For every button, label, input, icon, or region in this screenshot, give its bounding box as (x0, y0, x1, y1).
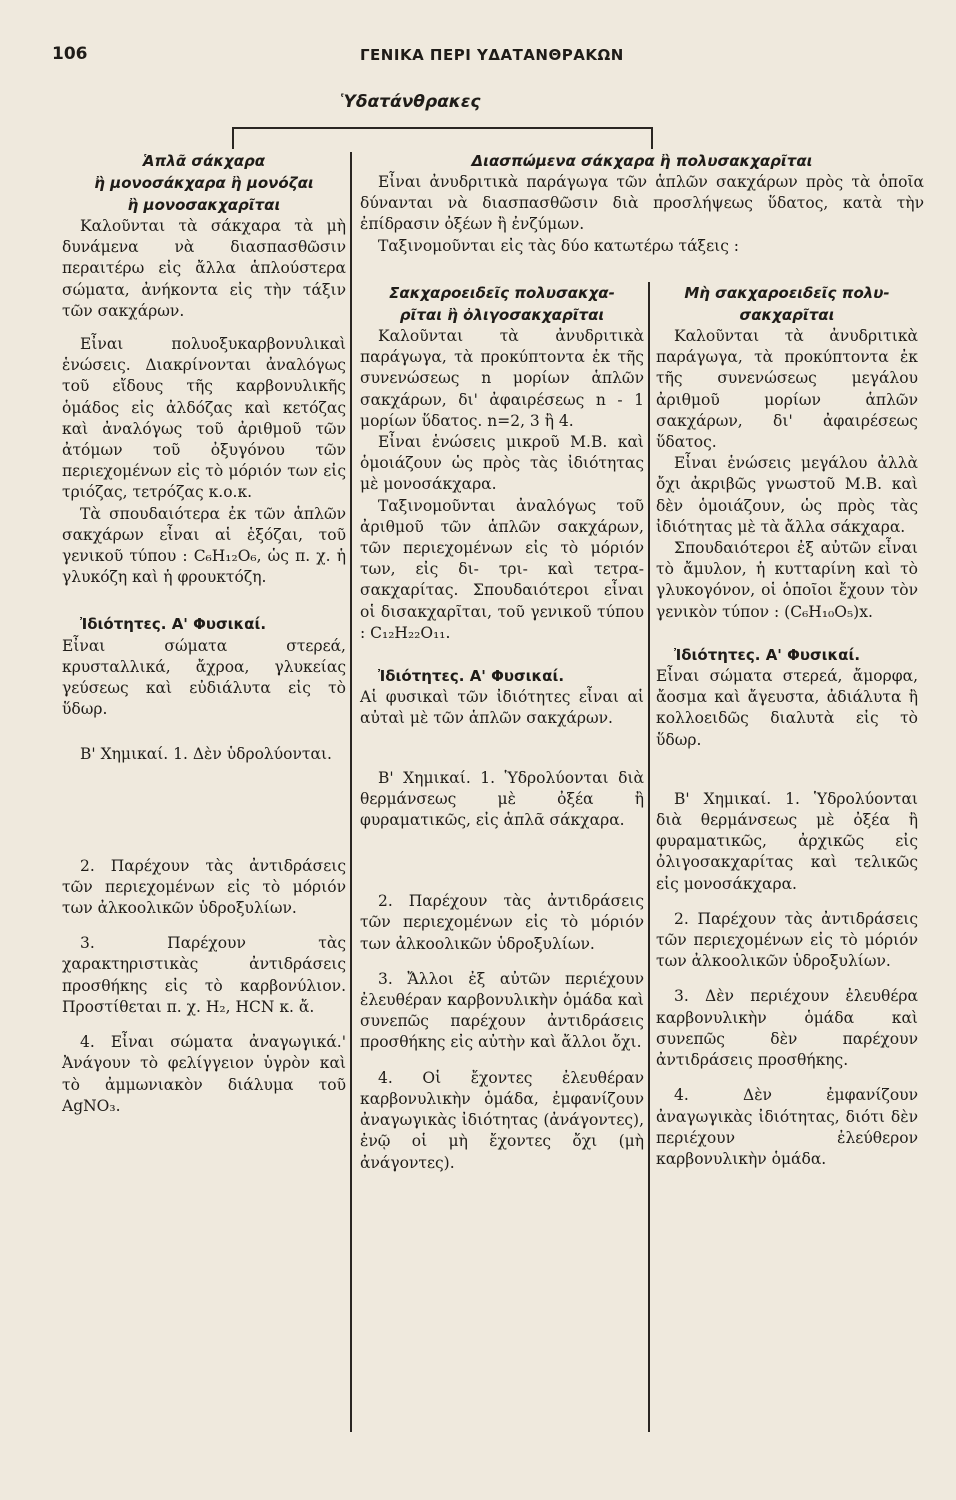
simple-chem-3: 3. Παρέχουν τὰς χαρακτηριστικὰς ἀντιδράσεις προσθήκης εἰς τὸ καρβονύλιον. Προστίθεται π. χ. H₂, HCN κ. ἄ. (62, 934, 346, 1016)
column-divider-right (648, 282, 650, 1432)
poly-props-heading: Ἰδιότητες. Α' Φυσικαί. (674, 645, 861, 664)
simple-chem-2: 2. Παρέχουν τὰς ἀντιδράσεις τῶν περιεχομένων εἰς τὸ μόριόν των ἀλκοολικῶν ὑδροξυλίων. (62, 856, 346, 918)
simple-props-heading: Ἰδιότητες. Α' Φυσικαί. (80, 615, 267, 634)
poly-chem-3: 3. Δὲν περιέχουν ἐλευθέρα καρβονυλικὴν ὁμάδα καὶ συνεπῶς δὲν παρέχουν ἀντιδράσεις προσθήκης. (656, 987, 918, 1070)
poly-chem-2: 2. Παρέχουν τὰς ἀντιδράσεις τῶν περιεχομένων εἰς τὸ μόριόν των ἀλκοολικῶν ὑδροξυλίων. (656, 909, 918, 971)
column-divider-left (350, 152, 352, 1432)
oligo-chem-3: 3. Ἄλλοι ἐξ αὐτῶν περιέχουν ἐλευθέραν καρβονυλικὴν ὁμάδα καὶ συνεπῶς παρέχουν ἀντιδράσεις προσθήκης εἰς αὐτὴν καὶ ἄλλοι ὄχι. (360, 969, 644, 1052)
oligosaccharides-heading: Σακχαροειδεῖς πολυσακχα- ρῖται ἢ ὀλιγοσακχαρῖται (389, 284, 615, 324)
simple-hexoses: Τὰ σπουδαιότερα ἐκ τῶν ἁπλῶν σακχάρων εἶναι αἱ ἑξόζαι, τοῦ γενικοῦ τύπου : C₆H₁₂O₆, ὡς π. χ. ἡ γλυκόζη καὶ ἡ φρουκτόζη. (62, 504, 346, 587)
tree-right-branch (651, 127, 653, 149)
main-title: Ὑδατάνθρακες (340, 92, 481, 112)
simple-definition: Καλοῦνται τὰ σάκχαρα τὰ μὴ δυνάμενα νὰ διασπασθῶσιν περαιτέρω εἰς ἄλλα ἁπλούστερα σώματα, ἀνήκοντα εἰς τὴν τάξιν τῶν σακχάρων. (62, 217, 346, 320)
tree-horizontal-line (232, 127, 652, 129)
oligo-chem-2: 2. Παρέχουν τὰς ἀντιδράσεις τῶν περιεχομένων εἰς τὸ μόριόν των ἀλκοολικῶν ὑδροξυλίων. (360, 892, 644, 953)
column-oligosaccharides (360, 282, 644, 1174)
polysaccharides-intro (360, 150, 924, 257)
running-title: ΓΕΝΙΚΑ ΠΕΡΙ ΥΔΑΤΑΝΘΡΑΚΩΝ (360, 46, 624, 64)
simple-chem-4: 4. Εἶναι σώματα ἀναγωγικά.' Ἀνάγουν τὸ φελίγγειον ὑγρὸν καὶ τὸ ἀμμωνιακὸν διάλυμα τοῦ AgNO₃. (62, 1033, 346, 1115)
oligo-classification: Ταξινομοῦνται ἀναλόγως τοῦ ἀριθμοῦ τῶν ἁπλῶν σακχάρων, τῶν περιεχομένων εἰς τὸ μόριόν των, εἰς δι- τρι- καὶ τετρα-σακχαρίτας. Σπουδαιότεροι εἶναι οἱ δισακχαρῖται, τοῦ γενικοῦ τύπου : C₁₂H₂₂O₁₁. (360, 496, 644, 642)
polysaccharides-heading: Διασπώμενα σάκχαρα ἢ πολυσακχαρῖται (471, 152, 813, 170)
oligo-physical-props: Αἱ φυσικαὶ τῶν ἰδιότητες εἶναι αἱ αὐταὶ μὲ τῶν ἁπλῶν σακχάρων. (360, 688, 644, 728)
simple-physical-props: Εἶναι σώματα στερεά, κρυσταλλικά, ἄχροα, γλυκείας γεύσεως καὶ εὐδιάλυτα εἰς τὸ ὕδωρ. (62, 636, 346, 719)
column-simple-sugars (62, 150, 346, 1117)
polysaccharides-definition: Εἶναι ἀνυδριτικὰ παράγωγα τῶν ἁπλῶν σακχάρων πρὸς τὰ ὁποῖα δύνανται νὰ διασπασθῶσιν διὰ προσλήψεως ὕδατος, κατὰ τὴν ἐπίδρασιν ὀξέων ἢ ἐνζύμων. (360, 173, 924, 234)
oligo-definition: Καλοῦνται τὰ ἀνυδριτικὰ παράγωγα, τὰ προκύπτοντα ἐκ τῆς συνενώσεως n μορίων ἁπλῶν σακχάρων, δι' ἀφαιρέσεως n - 1 μορίων ὕδατος. n=2, 3 ἢ 4. (360, 327, 644, 430)
oligo-props-heading: Ἰδιότητες. Α' Φυσικαί. (378, 667, 565, 686)
simple-description: Εἶναι πολυοξυκαρβονυλικαὶ ἑνώσεις. Διακρίνονται ἀναλόγως τοῦ εἴδους τῆς καρβονυλικῆς ὁμάδος εἰς ἀλδόζας καὶ κετόζας καὶ ἀναλόγως τοῦ ἀριθμοῦ τῶν ἀτόμων τοῦ ὀξυγόνου τῶν περιεχομένων εἰς τὸ μόριόν των εἰς τριόζας, τετρόζας κ.ο.κ. (62, 335, 346, 502)
simple-sugars-heading: Ἁπλᾶ σάκχαρα ἢ μονοσάκχαρα ἢ μονόζαι ἢ μονοσακχαρῖται (94, 152, 314, 214)
non-sugarlike-heading: Μὴ σακχαροειδεῖς πολυ- σακχαρῖται (684, 284, 890, 324)
polysaccharides-classification: Ταξινομοῦνται εἰς τὰς δύο κατωτέρω τάξεις : (378, 236, 740, 255)
oligo-chem-4: 4. Οἱ ἔχοντες ἐλευθέραν καρβονυλικὴν ὁμάδα, ἐμφανίζουν ἀναγωγικὰς ἰδιότητας (ἀνάγοντες), ἐνῷ οἱ μὴ ἔχοντες ὄχι (μὴ ἀνάγοντες). (360, 1068, 644, 1172)
poly-definition: Καλοῦνται τὰ ἀνυδριτικὰ παράγωγα, τὰ προκύπτοντα ἐκ τῆς συνενώσεως μεγάλου ἀριθμοῦ μορίων ἁπλῶν σακχάρων, δι' ἀφαιρέσεως ὕδατος. (656, 327, 918, 452)
oligo-chem-1: Β' Χημικαί. 1. Ὑδρολύονται διὰ θερμάνσεως μὲ ὀξέα ἢ φυραματικῶς, εἰς ἁπλᾶ σάκχαρα. (360, 768, 644, 830)
poly-chem-1: Β' Χημικαί. 1. Ὑδρολύονται διὰ θερμάνσεως μὲ ὀξέα ἢ φυραματικῶς, ἀρχικῶς εἰς ὀλιγοσακχαρίτας καὶ τελικῶς εἰς μονοσάκχαρα. (656, 789, 918, 893)
tree-left-branch (232, 127, 234, 149)
page-number: 106 (52, 44, 88, 64)
column-non-sugarlike-polysaccharides (656, 282, 918, 1170)
poly-physical-props: Εἶναι σώματα στερεά, ἄμορφα, ἄοσμα καὶ ἄγευστα, ἀδιάλυτα ἢ κολλοειδῶς διαλυτὰ εἰς τὸ ὕδωρ. (656, 667, 918, 749)
oligo-description: Εἶναι ἑνώσεις μικροῦ Μ.Β. καὶ ὁμοιάζουν ὡς πρὸς τὰς ἰδιότητας μὲ μονοσάκχαρα. (360, 433, 644, 494)
poly-chem-4: 4. Δὲν ἐμφανίζουν ἀναγωγικὰς ἰδιότητας, διότι δὲν περιέχουν ἐλεύθερον καρβονυλικὴν ὁμάδα. (656, 1086, 918, 1168)
simple-chem-1: Β' Χημικαί. 1. Δὲν ὑδρολύονται. (80, 745, 332, 764)
poly-important: Σπουδαιότεροι ἐξ αὐτῶν εἶναι τὸ ἄμυλον, ἡ κυτταρίνη καὶ τὸ γλυκογόνον, οἱ ὁποῖοι ἔχουν τὸν γενικὸν τύπον : (C₆H₁₀O₅)x. (656, 539, 918, 621)
poly-description: Εἶναι ἑνώσεις μεγάλου ἀλλὰ ὄχι ἀκριβῶς γνωστοῦ Μ.Β. καὶ δὲν ὁμοιάζουν, ὡς πρὸς τὰς ἰδιότητας μὲ τὰ ἄλλα σάκχαρα. (656, 454, 918, 536)
